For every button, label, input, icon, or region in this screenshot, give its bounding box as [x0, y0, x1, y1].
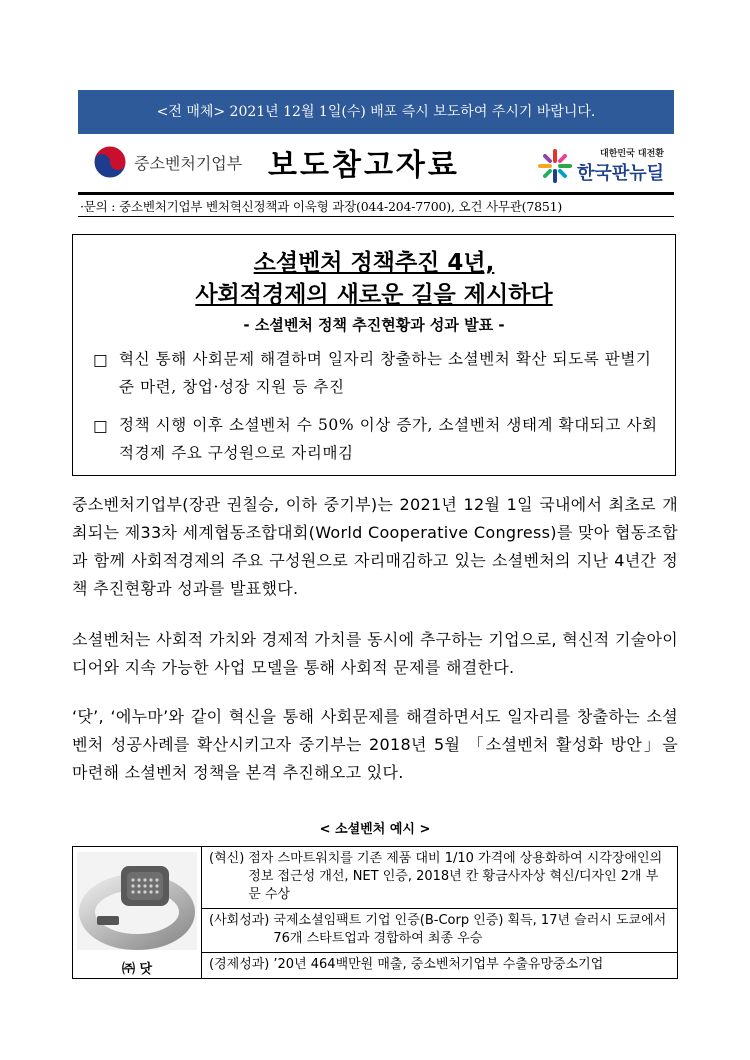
contact-line: ·문의 : 중소벤처기업부 벤처혁신정책과 이욱형 과장(044-204-7700), 오건 사무관(7851) — [80, 199, 563, 214]
body-paragraph: 중소벤처기업부(장관 권칠승, 이하 중기부)는 2021년 12월 1일 국내에서 최초로 개최되는 제33차 세계협동조합대회(World Cooperative Congress)를 맞아 협동조합과 함께 사회적경제의 주요 구성원으로 자리매김하고 있는 소셜벤처의 지난 4년간 정책 추진현황과 성과를 발표했다. — [72, 495, 678, 598]
body-paragraph: ‘닷’, ‘에누마’와 같이 혁신을 통해 사회문제를 해결하면서도 일자리를 창출하는 소셜벤처 성공사례를 확산시키고자 중기부는 2018년 5월 「소셜벤처 활성화 방안」을 마련해 소셜벤처 정책을 본격 추진해오고 있다. — [72, 707, 678, 782]
header-divider — [78, 192, 674, 195]
example-row-economic — [202, 953, 678, 979]
doc-title: 보도참고자료 — [268, 148, 460, 183]
row-text: 국제소셜임팩트 기업 인증(B-Corp 인증) 획득, 17년 슬러시 도쿄에서 76개 스타트업과 경합하여 최종 우승 — [273, 913, 667, 947]
checkbox-bullet-icon: □ — [93, 351, 109, 369]
distribution-banner: <전 매체> 2021년 12월 1일(수) 배포 즉시 보도하여 주시기 바랍니다. — [78, 90, 674, 134]
row-label: (경제성과) — [209, 957, 270, 973]
summary-bullet — [93, 345, 659, 401]
headline-line-2: 사회적경제의 새로운 길을 제시하다 — [195, 282, 553, 308]
document-header — [78, 140, 674, 190]
summary-box — [72, 234, 676, 476]
product-caption: ㈜ 닷 — [121, 962, 153, 977]
ministry-logo — [92, 144, 242, 180]
headline-line-1: 소셜벤처 정책추진 4년, — [253, 250, 495, 276]
summary-bullet-text: 정책 시행 이후 소셜벤처 수 50% 이상 증가, 소셜벤처 생태계 확대되고 사회적경제 주요 구성원으로 자리매김 — [119, 416, 658, 462]
taegeuk-icon — [92, 144, 128, 180]
subheadline: - 소셜벤처 정책 추진현황과 성과 발표 - — [243, 316, 505, 334]
body-paragraph: 소셜벤처는 사회적 가치와 경제적 가치를 동시에 추구하는 기업으로, 혁신적 기술아이디어와 지속 가능한 사업 모델을 통해 사회적 문제를 해결한다. — [72, 630, 678, 677]
braille-smartwatch-image — [77, 852, 197, 950]
row-label: (혁신) — [209, 851, 245, 866]
row-text: 점자 스마트워치를 기존 제품 대비 1/10 가격에 상용화하여 시각장애인의 정보 접근성 개선, NET 인증, 2018년 칸 황금사자상 혁신/디자인 2개 부문 수상 — [248, 851, 663, 902]
knd-small-text: 대한민국 대전환 — [600, 149, 664, 159]
example-table — [72, 846, 678, 979]
summary-bullet-text: 혁신 통해 사회문제 해결하며 일자리 창출하는 소셜벤처 확산 되도록 판별기준 마련, 창업·성장 지원 등 추진 — [119, 350, 652, 396]
row-text: ’20년 464백만원 매출, 중소벤처기업부 수출유망중소기업 — [273, 957, 604, 973]
checkbox-bullet-icon: □ — [93, 417, 109, 435]
example-row-innovation — [202, 847, 678, 909]
ministry-logo-text: 중소벤처기업부 — [134, 153, 243, 173]
new-deal-icon — [537, 148, 573, 184]
example-caption: < 소셜벤처 예시 > — [319, 822, 431, 837]
korean-new-deal-logo — [537, 146, 664, 185]
example-row-social — [202, 909, 678, 953]
contact-divider — [78, 216, 674, 217]
knd-big-text: 한국판뉴딜 — [577, 163, 664, 184]
row-label: (사회성과) — [209, 913, 270, 929]
summary-bullet — [93, 411, 659, 467]
product-image-cell — [73, 847, 202, 979]
